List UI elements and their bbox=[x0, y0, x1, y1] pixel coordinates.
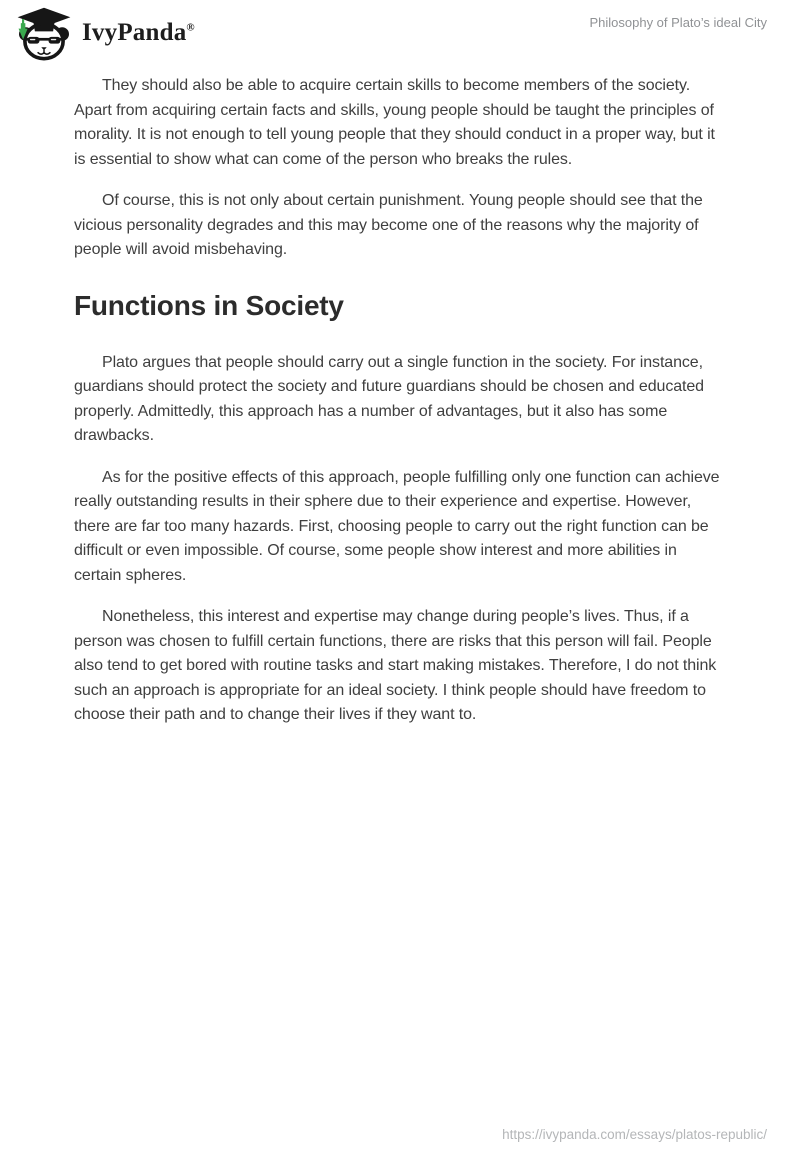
source-url-link[interactable]: https://ivypanda.com/essays/platos-republic/ bbox=[502, 1127, 767, 1142]
brand-name: IvyPanda® bbox=[82, 18, 195, 46]
paragraph: Of course, this is not only about certain punishment. Young people should see that the vicious personality degrades and this may become one of the reasons why the majority of people will avoid misbehaving. bbox=[74, 192, 703, 258]
paragraph: They should also be able to acquire certain skills to become members of the society. Apart from acquiring certain facts and skills, young people should be taught the principles of morality. It is not enough to tell young people that they should conduct in a proper way, but it is essential to show what can come of the person who breaks the rules. bbox=[74, 77, 715, 168]
paragraph: Nonetheless, this interest and expertise may change during people’s lives. Thus, if a person was chosen to fulfill certain functions, there are risks that this person will fail. People also tend to get bored with routine tasks and start making mistakes. Therefore, I do not think such an approach is appropriate for an ideal society. I think people should have freedom to choose their path and to change their lives if they want to. bbox=[74, 608, 717, 723]
paragraph: Plato argues that people should carry out a single function in the society. For instance, guardians should protect the society and future guardians should be chosen and educated properly. Admittedly, this approach has a number of advantages, but it also has some drawbacks. bbox=[74, 353, 704, 444]
brand-logo-link[interactable] bbox=[14, 6, 195, 64]
registered-trademark: ® bbox=[186, 21, 195, 34]
panda-graduate-icon bbox=[14, 6, 74, 64]
paragraph: As for the positive effects of this approach, people fulfilling only one function can achieve really outstanding results in their sphere due to their experience and expertise. However, there are far too many hazards. First, choosing people to carry out the right function can be difficult or even impossible. Of course, some people show interest and more abilities in certain spheres. bbox=[74, 468, 720, 584]
section-heading: Functions in Society bbox=[74, 289, 344, 321]
article-body bbox=[74, 74, 726, 745]
running-head-title: Philosophy of Plato’s ideal City bbox=[589, 15, 767, 30]
